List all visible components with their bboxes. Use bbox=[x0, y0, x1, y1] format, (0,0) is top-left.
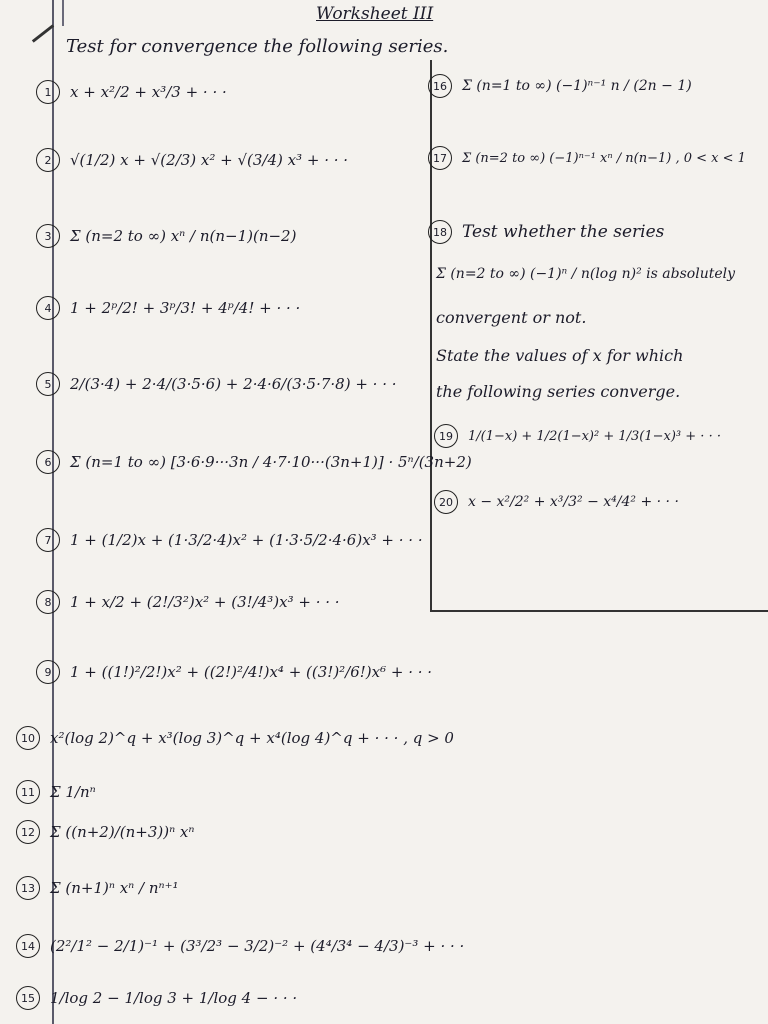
problem-expression: (2²/1² − 2/1)⁻¹ + (3³/2³ − 3/2)⁻² + (4⁴/3⁴ − 4/3)⁻³ + · · · bbox=[50, 937, 465, 955]
problem-number: 9 bbox=[36, 660, 60, 684]
pen-mark bbox=[32, 24, 54, 42]
box-bottom-border bbox=[430, 610, 768, 612]
problem-19 bbox=[434, 424, 721, 448]
problem-13 bbox=[16, 876, 179, 900]
problem-expression: 1/log 2 − 1/log 3 + 1/log 4 − · · · bbox=[50, 989, 298, 1007]
problem-18-series: Σ (n=2 to ∞) (−1)ⁿ / n(log n)² is absolutely bbox=[436, 266, 736, 282]
problem-number: 1 bbox=[36, 80, 60, 104]
problem-number: 18 bbox=[428, 220, 452, 244]
problem-number: 4 bbox=[36, 296, 60, 320]
problem-number: 10 bbox=[16, 726, 40, 750]
problem-expression: Σ (n=2 to ∞) xⁿ / n(n−1)(n−2) bbox=[70, 227, 297, 245]
instruction-text: Test for convergence the following series. bbox=[66, 36, 449, 57]
problem-number: 5 bbox=[36, 372, 60, 396]
problem-expression: 1 + ((1!)²/2!)x² + ((2!)²/4!)x⁴ + ((3!)²/6!)x⁶ + · · · bbox=[70, 663, 433, 681]
problem-expression: 1 + x/2 + (2!/3²)x² + (3!/4³)x³ + · · · bbox=[70, 593, 340, 611]
problem-expression: Σ (n=1 to ∞) [3·6·9···3n / 4·7·10···(3n+1)] · 5ⁿ/(3n+2) bbox=[70, 453, 472, 471]
instruction-state-values: State the values of x for which bbox=[436, 346, 684, 365]
problem-number: 19 bbox=[434, 424, 458, 448]
problem-expression: x − x²/2² + x³/3² − x⁴/4² + · · · bbox=[468, 494, 679, 510]
problem-18 bbox=[428, 220, 664, 244]
problem-number: 13 bbox=[16, 876, 40, 900]
problem-11 bbox=[16, 780, 96, 804]
problem-15 bbox=[16, 986, 297, 1010]
problem-expression: √(1/2) x + √(2/3) x² + √(3/4) x³ + · · · bbox=[70, 151, 349, 169]
problem-4 bbox=[36, 296, 300, 320]
problem-number: 3 bbox=[36, 224, 60, 248]
problem-number: 15 bbox=[16, 986, 40, 1010]
problem-number: 11 bbox=[16, 780, 40, 804]
problem-6 bbox=[36, 450, 472, 474]
problem-10 bbox=[16, 726, 454, 750]
problem-14 bbox=[16, 934, 464, 958]
problem-number: 2 bbox=[36, 148, 60, 172]
box-left-border bbox=[430, 60, 432, 612]
problem-8 bbox=[36, 590, 340, 614]
problem-number: 14 bbox=[16, 934, 40, 958]
problem-expression: 2/(3·4) + 2·4/(3·5·6) + 2·4·6/(3·5·7·8) + · · · bbox=[70, 375, 397, 393]
problem-expression: x²(log 2)^q + x³(log 3)^q + x⁴(log 4)^q + · · · , q > 0 bbox=[50, 729, 454, 747]
problem-number: 16 bbox=[428, 74, 452, 98]
problem-expression: Σ (n=1 to ∞) (−1)ⁿ⁻¹ n / (2n − 1) bbox=[462, 78, 692, 94]
problem-expression: Σ 1/nⁿ bbox=[50, 783, 96, 801]
problem-expression: x + x²/2 + x³/3 + · · · bbox=[70, 83, 227, 101]
problem-20 bbox=[434, 490, 679, 514]
worksheet-title: Worksheet III bbox=[316, 4, 434, 24]
problem-expression: Σ (n+1)ⁿ xⁿ / nⁿ⁺¹ bbox=[50, 879, 179, 897]
problem-17 bbox=[428, 146, 746, 170]
problem-expression: 1 + 2ᵖ/2! + 3ᵖ/3! + 4ᵖ/4! + · · · bbox=[70, 299, 301, 317]
problem-number: 12 bbox=[16, 820, 40, 844]
problem-expression: 1 + (1/2)x + (1·3/2·4)x² + (1·3·5/2·4·6)x³ + · · · bbox=[70, 531, 423, 549]
problem-expression: 1/(1−x) + 1/2(1−x)² + 1/3(1−x)³ + · · · bbox=[468, 428, 721, 444]
problem-12 bbox=[16, 820, 194, 844]
problem-9 bbox=[36, 660, 432, 684]
problem-number: 6 bbox=[36, 450, 60, 474]
problem-16 bbox=[428, 74, 692, 98]
problem-number: 7 bbox=[36, 528, 60, 552]
problem-18-text: convergent or not. bbox=[436, 308, 587, 327]
problem-expression: Σ ((n+2)/(n+3))ⁿ xⁿ bbox=[50, 823, 195, 841]
problem-expression: Σ (n=2 to ∞) (−1)ⁿ⁻¹ xⁿ / n(n−1) , 0 < x < 1 bbox=[462, 150, 746, 166]
top-margin-line bbox=[62, 0, 64, 26]
instruction-state-values-2: the following series converge. bbox=[436, 382, 681, 401]
problem-7 bbox=[36, 528, 423, 552]
problem-number: 20 bbox=[434, 490, 458, 514]
problem-3 bbox=[36, 224, 296, 248]
problem-number: 8 bbox=[36, 590, 60, 614]
problem-number: 17 bbox=[428, 146, 452, 170]
problem-expression: Test whether the series bbox=[462, 222, 665, 242]
problem-1 bbox=[36, 80, 227, 104]
problem-2 bbox=[36, 148, 348, 172]
problem-5 bbox=[36, 372, 397, 396]
